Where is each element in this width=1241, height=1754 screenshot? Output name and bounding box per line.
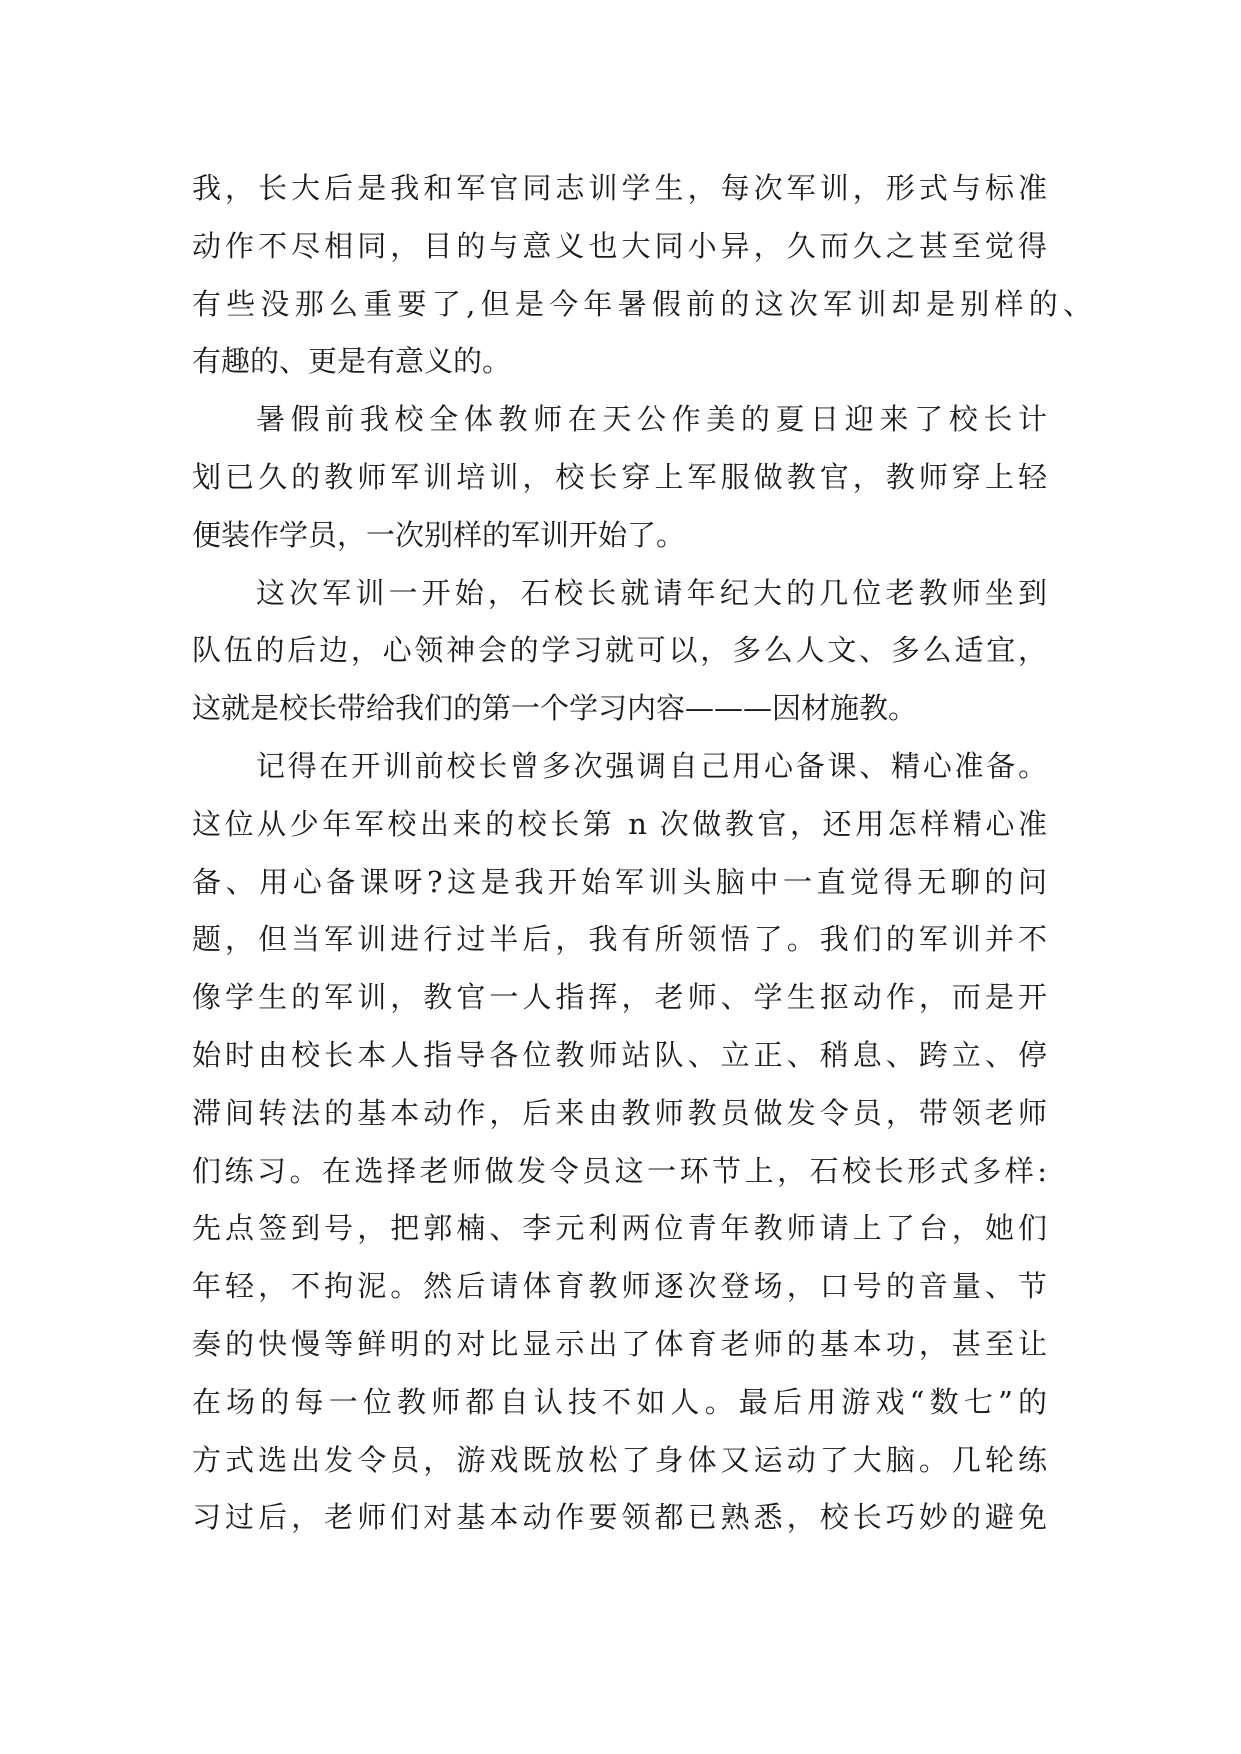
text-line: 先点签到号，把郭楠、李元利两位青年教师请上了台，她们 bbox=[192, 1211, 1047, 1246]
text-line: 记得在开训前校长曾多次强调自己用心备课、精心准备。 bbox=[256, 748, 1047, 783]
text-line: 在场的每一位教师都自认技不如人。最后用游戏“数七”的 bbox=[192, 1384, 1047, 1419]
text-line: 习过后，老师们对基本动作要领都已熟悉，校长巧妙的避免 bbox=[192, 1500, 1047, 1535]
text-line: 队伍的后边，心领神会的学习就可以，多么人文、多么适宜， bbox=[192, 633, 1047, 668]
text-line: 有趣的、更是有意义的。 bbox=[192, 344, 512, 379]
text-line: 这就是校长带给我们的第一个学习内容———因材施教。 bbox=[192, 691, 918, 726]
text-line: 滞间转法的基本动作，后来由教师教员做发令员，带领老师 bbox=[192, 1095, 1047, 1130]
text-line: 暑假前我校全体教师在天公作美的夏日迎来了校长计 bbox=[256, 402, 1047, 437]
text-line: 始时由校长本人指导各位教师站队、立正、稍息、跨立、停 bbox=[192, 1037, 1047, 1072]
text-line: 备、用心备课呀?这是我开始军训头脑中一直觉得无聊的问 bbox=[192, 864, 1047, 899]
text-line: 们练习。在选择老师做发令员这一环节上，石校长形式多样: bbox=[192, 1153, 1047, 1188]
text-line: 这位从少年军校出来的校长第 n 次做教官，还用怎样精心准 bbox=[192, 806, 1047, 841]
text-line: 题，但当军训进行过半后，我有所领悟了。我们的军训并不 bbox=[192, 922, 1047, 957]
text-line: 像学生的军训，教官一人指挥，老师、学生抠动作，而是开 bbox=[192, 980, 1047, 1015]
text-line: 有些没那么重要了,但是今年暑假前的这次军训却是别样的、 bbox=[192, 286, 1092, 321]
text-line: 划已久的教师军训培训，校长穿上军服做教官，教师穿上轻 bbox=[192, 459, 1047, 494]
text-line: 方式选出发令员，游戏既放松了身体又运动了大脑。几轮练 bbox=[192, 1442, 1047, 1477]
text-line: 便装作学员，一次别样的军训开始了。 bbox=[192, 517, 686, 552]
text-line: 动作不尽相同，目的与意义也大同小异，久而久之甚至觉得 bbox=[192, 228, 1047, 263]
body-text bbox=[192, 160, 1092, 1547]
text-line: 这次军训一开始，石校长就请年纪大的几位老教师坐到 bbox=[256, 575, 1047, 610]
text-line: 年轻，不拘泥。然后请体育教师逐次登场，口号的音量、节 bbox=[192, 1269, 1047, 1304]
text-line: 奏的快慢等鲜明的对比显示出了体育老师的基本功，甚至让 bbox=[192, 1326, 1047, 1361]
text-line: 我，长大后是我和军官同志训学生，每次军训，形式与标准 bbox=[192, 171, 1047, 205]
